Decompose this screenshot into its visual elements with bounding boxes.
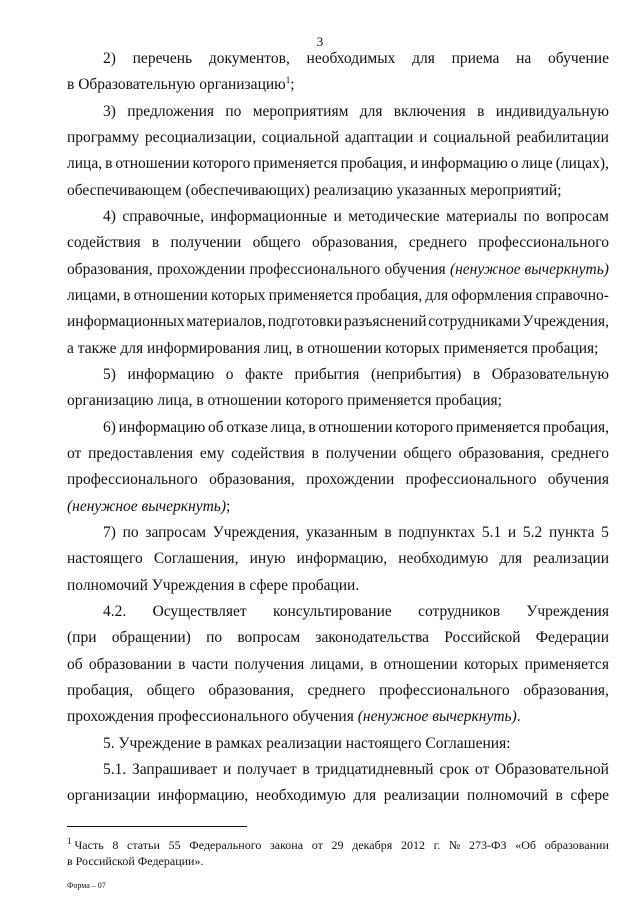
text-fragment: .	[516, 708, 521, 725]
footnote-divider	[67, 826, 247, 827]
word: Часть	[71, 838, 104, 852]
word: образования,	[311, 234, 398, 251]
word: получении	[325, 445, 397, 462]
word: Учреждения,	[522, 313, 609, 330]
text-line	[67, 313, 609, 331]
word: которого	[192, 155, 251, 172]
word: 4)	[103, 208, 116, 225]
word: по	[206, 629, 223, 646]
word: образования,	[209, 471, 295, 488]
word: по	[225, 103, 242, 120]
word: в	[384, 524, 392, 541]
word: сфере	[570, 787, 609, 804]
word: лицами,	[310, 656, 364, 673]
word: применяется	[268, 287, 353, 304]
word: консультирование	[272, 603, 392, 620]
word: «Об	[515, 838, 536, 852]
word: для	[499, 550, 523, 567]
word: 7)	[103, 524, 116, 541]
word: мероприятиям	[252, 103, 349, 120]
word: необходимую	[398, 550, 489, 567]
text-fragment: прохождения профессионального обучения	[67, 708, 354, 725]
word: (лицах),	[555, 155, 609, 172]
word: №	[448, 838, 461, 852]
word: 3)	[103, 103, 116, 120]
word: профессионального	[405, 471, 537, 488]
word: общего	[146, 682, 195, 699]
word: 55	[168, 838, 181, 852]
word: среднего	[408, 234, 467, 251]
word: тридцатидневный	[315, 761, 434, 778]
text-line: обеспечивающем (обеспечивающих) реализацию указанных мероприятий;	[67, 182, 562, 199]
word: пробация,	[67, 682, 134, 699]
word: в	[123, 287, 131, 304]
word: Федерального	[189, 838, 262, 852]
word: перечень	[132, 50, 193, 67]
word: отношении	[318, 419, 393, 436]
word: от	[67, 445, 82, 462]
text-line	[67, 787, 609, 805]
word: по	[122, 524, 139, 541]
page-number: 3	[316, 34, 324, 49]
word: Образовательную	[491, 366, 609, 383]
text-line	[67, 656, 609, 674]
word: профессионального	[478, 234, 609, 251]
word: о	[225, 366, 234, 383]
word: 5.2	[522, 524, 543, 541]
word: информацию	[421, 155, 508, 172]
text-line: полномочий Учреждения в сфере пробации.	[67, 577, 360, 594]
word: методические	[348, 208, 440, 225]
word: индивидуальную	[495, 103, 609, 120]
word: части	[191, 656, 229, 673]
text-line: 5. Учреждение в рамках реализации настоящего Соглашения:	[103, 735, 511, 752]
word: пункта	[548, 524, 595, 541]
text-line	[67, 129, 609, 147]
word: и	[222, 761, 232, 778]
word: информацию,	[157, 787, 249, 804]
word: обучения	[547, 471, 609, 488]
word: 2)	[103, 50, 116, 67]
text-line	[103, 103, 609, 121]
word: отказе	[226, 419, 268, 436]
word: Учреждения,	[212, 524, 300, 541]
word: Образовательной	[495, 761, 609, 778]
word: от	[311, 838, 323, 852]
word: закона	[270, 838, 304, 852]
word: образования,	[458, 445, 545, 462]
word: в	[308, 419, 316, 436]
word: разъяснений	[343, 313, 427, 330]
word: приема	[451, 50, 500, 67]
italic-note: (ненужное вычеркнуть)	[357, 708, 517, 725]
word: реализации	[533, 550, 609, 567]
text-line	[103, 50, 609, 68]
word: справочно-	[535, 287, 609, 304]
word: иную	[249, 550, 286, 567]
word: справочные,	[122, 208, 204, 225]
word: подпунктах	[398, 524, 476, 541]
word: обучение	[548, 50, 609, 67]
word: социальной	[433, 129, 511, 146]
word: которых	[463, 656, 519, 673]
word: в	[369, 656, 378, 673]
word: реализации	[383, 787, 460, 804]
word: 5.1	[481, 524, 502, 541]
word: пробация,	[542, 419, 609, 436]
text-line	[67, 155, 609, 173]
word: применяется	[253, 155, 338, 172]
word: информацию	[118, 419, 206, 436]
word: информацию	[127, 366, 215, 383]
word: полномочий	[467, 787, 548, 804]
word: Российской	[444, 629, 521, 646]
word: Осуществляет	[152, 603, 247, 620]
word: вопросам	[546, 208, 609, 225]
word: профессионального	[249, 261, 381, 278]
word: об	[67, 656, 83, 673]
word: содействия	[231, 445, 305, 462]
text-fragment: ;	[226, 498, 231, 515]
word: информацию,	[296, 550, 388, 567]
word: и	[333, 208, 342, 225]
word: информационных	[67, 313, 185, 330]
word: общего	[403, 445, 452, 462]
word: оформления	[451, 287, 533, 304]
word: в	[555, 787, 563, 804]
word: общего	[252, 234, 301, 251]
word: по	[523, 208, 540, 225]
word: 5	[601, 524, 609, 541]
word: настоящего	[67, 550, 143, 567]
word: и	[507, 524, 517, 541]
text-line	[103, 419, 609, 437]
word: ему	[199, 445, 225, 462]
word: образования,	[208, 682, 294, 699]
word: Запрашивает	[131, 761, 218, 778]
word: необходимую	[255, 787, 346, 804]
italic-note: (ненужное вычеркнуть)	[449, 261, 609, 278]
word: отношении	[115, 155, 190, 172]
word: указанным	[305, 524, 378, 541]
word: декабря	[352, 838, 393, 852]
word: профессионального	[379, 682, 510, 699]
word: образовании	[544, 838, 609, 852]
word: для	[353, 787, 377, 804]
word: предложения	[127, 103, 215, 120]
word: вопросам	[237, 629, 301, 646]
footnote-line	[67, 838, 609, 852]
word: срок	[439, 761, 470, 778]
word: законодательства	[315, 629, 429, 646]
word: прохождении	[156, 261, 246, 278]
footnote-mark	[67, 838, 104, 852]
word: материалов,	[186, 313, 266, 330]
word: лицами,	[67, 287, 121, 304]
word: пробация,	[356, 287, 423, 304]
word: отношении	[133, 287, 208, 304]
word: лице	[521, 155, 553, 172]
word: Учреждения	[526, 603, 609, 620]
word: о	[510, 155, 519, 172]
footnote-mark-sup: 1	[67, 836, 72, 846]
word: 5)	[103, 366, 116, 383]
word: которых	[210, 287, 266, 304]
word: профессионального	[67, 471, 198, 488]
word: запросам	[145, 524, 207, 541]
word: пробация,	[340, 155, 407, 172]
word: в	[178, 656, 186, 673]
word: социальной	[261, 129, 340, 146]
word: прохождении	[306, 471, 395, 488]
form-label: Форма – 07	[67, 881, 106, 890]
text-fragment: в Образовательную организацию	[67, 76, 286, 93]
word: Соглашения,	[153, 550, 239, 567]
word: в	[477, 103, 485, 120]
word: материалы	[446, 208, 518, 225]
word: и	[419, 129, 428, 146]
text-line	[67, 234, 609, 252]
word: 8	[112, 838, 119, 852]
word: и	[409, 155, 419, 172]
word: для	[412, 50, 435, 67]
word: сотрудников	[418, 603, 501, 620]
word: применяется	[455, 419, 541, 436]
word: факте	[245, 366, 283, 383]
text-line: организацию лица, в отношении которого применяется пробация;	[67, 392, 502, 409]
word: об	[208, 419, 224, 436]
word: для	[359, 103, 383, 120]
text-line	[103, 603, 609, 621]
word: применяется	[524, 656, 609, 673]
word: для	[425, 287, 449, 304]
word: 6)	[103, 419, 116, 436]
text-line	[103, 761, 609, 779]
word: (неприбытия)	[370, 366, 462, 383]
word: Федерации	[535, 629, 609, 646]
word: статьи	[127, 838, 160, 852]
word: включения	[393, 103, 466, 120]
text-line	[67, 261, 609, 279]
word: лица,	[270, 419, 306, 436]
text-line	[103, 208, 609, 226]
footnote-line: в Российской Федерации».	[67, 854, 204, 868]
word: содействия	[67, 234, 141, 251]
word: в	[105, 155, 113, 172]
word: среднего	[307, 682, 366, 699]
word: ресоциализации,	[144, 129, 256, 146]
word: от	[474, 761, 490, 778]
word: в	[302, 761, 310, 778]
word: в	[311, 445, 319, 462]
text-line	[67, 550, 609, 568]
text-line	[67, 76, 609, 94]
word: программу	[67, 129, 140, 146]
word: образовании	[88, 656, 172, 673]
text-line	[67, 682, 609, 700]
word: адаптации	[344, 129, 414, 146]
word: получения	[234, 656, 305, 673]
text-line	[67, 629, 609, 647]
text-line	[67, 498, 609, 516]
word: организации	[67, 787, 151, 804]
word: в	[472, 366, 481, 383]
italic-note: (ненужное вычеркнуть)	[67, 498, 227, 515]
word: 4.2.	[103, 603, 127, 620]
word: на	[516, 50, 532, 67]
text-line	[67, 287, 609, 305]
word: сотрудниками	[428, 313, 521, 330]
word: которого	[395, 419, 454, 436]
text-line: а также для информирования лиц, в отношении которых применяется пробация;	[67, 340, 599, 357]
word: 29	[331, 838, 344, 852]
footnote-ref: 1	[285, 74, 291, 85]
text-line	[67, 445, 609, 463]
word: лица,	[67, 155, 103, 172]
text-fragment: ;	[290, 76, 295, 93]
word: прибытия	[294, 366, 360, 383]
word: получает	[237, 761, 297, 778]
text-line	[67, 471, 609, 489]
word: образования,	[67, 261, 153, 278]
word: отношении	[383, 656, 458, 673]
text-line	[103, 524, 609, 542]
word: подготовки	[267, 313, 343, 330]
word: необходимых	[306, 50, 396, 67]
word: 5.1.	[103, 761, 127, 778]
word: среднего	[550, 445, 609, 462]
word: 2012	[400, 838, 425, 852]
word: в	[151, 234, 160, 251]
word: обучения	[384, 261, 446, 278]
word: предоставления	[88, 445, 194, 462]
word: информационные	[210, 208, 328, 225]
text-line	[67, 708, 609, 726]
word: 273-ФЗ	[469, 838, 507, 852]
word: реабилитации	[516, 129, 609, 146]
word: получении	[170, 234, 242, 251]
word: (при	[67, 629, 97, 646]
word: документов,	[208, 50, 290, 67]
word: образования,	[523, 682, 609, 699]
word: г.	[433, 838, 441, 852]
word: обращении)	[111, 629, 191, 646]
text-line	[103, 366, 609, 384]
